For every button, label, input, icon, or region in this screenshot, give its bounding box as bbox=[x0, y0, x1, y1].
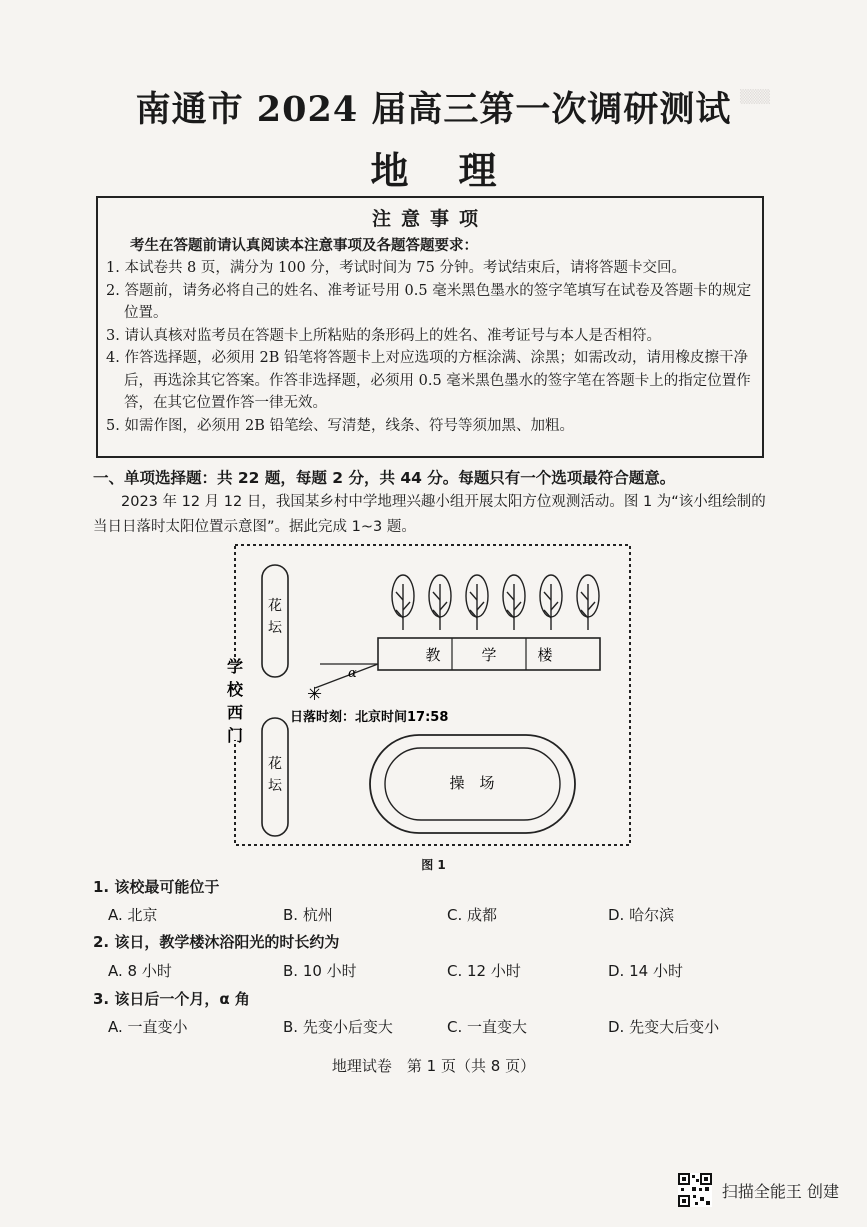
figure-caption: 图 1 bbox=[421, 858, 446, 872]
watermark-text: 扫描全能王 创建 bbox=[721, 1181, 839, 1201]
notice-title: 注意事项 bbox=[371, 208, 488, 230]
sun-ray-line bbox=[315, 664, 378, 688]
tree bbox=[503, 575, 525, 630]
qr-code-icon bbox=[678, 1173, 712, 1207]
tree bbox=[577, 575, 599, 630]
section-intro: 2023 年 12 月 12 日，我国某乡村中学地理兴趣小组开展太阳方位观测活动。图 1 为“该小组绘制的当日日落时太阳位置示意图”。据此完成 1~3 题。 bbox=[93, 494, 766, 535]
building-label-3: 楼 bbox=[537, 646, 553, 664]
question-1-option-b[interactable]: B. 杭州 bbox=[283, 906, 333, 924]
question-3-stem: 3. 该日后一个月，α 角 bbox=[93, 990, 250, 1008]
flowerbed-bottom bbox=[262, 718, 288, 836]
flowerbed-bottom-label-2: 坛 bbox=[268, 778, 282, 794]
gate-label-2: 校 bbox=[226, 680, 244, 699]
notice-item: 1. 本试卷共 8 页，满分为 100 分，考试时间为 75 分钟。考试结束后，请将答题卡交回。 bbox=[106, 260, 686, 276]
notice-item: 4. 作答选择题，必须用 2B 铅笔将答题卡上对应选项的方框涂满、涂黑；如需改动，请用橡皮擦干净后，再选涂其它答案。作答非选择题，必须用 0.5 毫米黑色墨水的签字笔在答题卡上的指定位置作答，在其它位置作答一律无效。 bbox=[106, 350, 751, 411]
sunset-time-label: 日落时刻：北京时间17:58 bbox=[290, 710, 449, 725]
page-footer: 地理试卷 第 1 页（共 8 页） bbox=[331, 1057, 536, 1075]
subject-title: 地理 bbox=[370, 148, 547, 193]
school-boundary bbox=[235, 545, 630, 845]
question-1-option-a[interactable]: A. 北京 bbox=[108, 906, 158, 924]
gate-label-4: 门 bbox=[226, 726, 244, 745]
question-2-option-a[interactable]: A. 8 小时 bbox=[108, 962, 172, 980]
notice-intro: 考生在答题前请认真阅读本注意事项及各题答题要求： bbox=[130, 237, 478, 254]
tree bbox=[540, 575, 562, 630]
flowerbed-top-label-1: 花 bbox=[268, 598, 282, 614]
gate-label-1: 学 bbox=[226, 657, 244, 676]
notice-item: 2. 答题前，请务必将自己的姓名、准考证号用 0.5 毫米黑色墨水的签字笔填写在试卷及答题卡的规定位置。 bbox=[106, 282, 752, 321]
question-2-option-c[interactable]: C. 12 小时 bbox=[447, 962, 521, 980]
flowerbed-top-label-2: 坛 bbox=[268, 620, 282, 636]
question-2-option-d[interactable]: D. 14 小时 bbox=[608, 962, 683, 980]
question-1-option-c[interactable]: C. 成都 bbox=[447, 906, 498, 924]
playground-label: 操 场 bbox=[449, 774, 495, 792]
question-2-stem: 2. 该日，教学楼沐浴阳光的时长约为 bbox=[93, 933, 340, 951]
notice-box bbox=[96, 196, 764, 458]
exam-title: 南通市 2024 届高三第一次调研测试 bbox=[135, 89, 732, 130]
scanner-watermark bbox=[678, 1173, 839, 1207]
tree bbox=[466, 575, 488, 630]
flowerbed-bottom-label-1: 花 bbox=[268, 756, 282, 772]
tree-row bbox=[392, 575, 599, 630]
question-3-option-d[interactable]: D. 先变大后变小 bbox=[608, 1018, 720, 1036]
bleed-through-decoration: ▒▒▒ bbox=[740, 90, 770, 105]
tree bbox=[392, 575, 414, 630]
building-label-2: 学 bbox=[481, 646, 497, 664]
question-3-option-c[interactable]: C. 一直变大 bbox=[447, 1018, 528, 1036]
question-1-option-d[interactable]: D. 哈尔滨 bbox=[608, 906, 675, 924]
notice-item: 3. 请认真核对监考员在答题卡上所粘贴的条形码上的姓名、准考证号与本人是否相符。 bbox=[106, 327, 661, 344]
figure-1-diagram bbox=[220, 540, 640, 850]
tree bbox=[429, 575, 451, 630]
alpha-angle-label: α bbox=[348, 666, 357, 681]
question-3-option-a[interactable]: A. 一直变小 bbox=[108, 1018, 188, 1036]
sun-icon: ✳ bbox=[307, 684, 323, 705]
gate-label-3: 西 bbox=[226, 703, 244, 722]
notice-item: 5. 如需作图，必须用 2B 铅笔绘、写清楚，线条、符号等须加黑、加粗。 bbox=[106, 417, 575, 434]
question-3-option-b[interactable]: B. 先变小后变大 bbox=[283, 1018, 393, 1036]
question-1-stem: 1. 该校最可能位于 bbox=[93, 878, 220, 896]
building-label-1: 教 bbox=[425, 646, 441, 664]
section-header: 一、单项选择题：共 22 题，每题 2 分，共 44 分。每题只有一个选项最符合题意。 bbox=[93, 469, 676, 487]
question-2-option-b[interactable]: B. 10 小时 bbox=[283, 962, 357, 980]
